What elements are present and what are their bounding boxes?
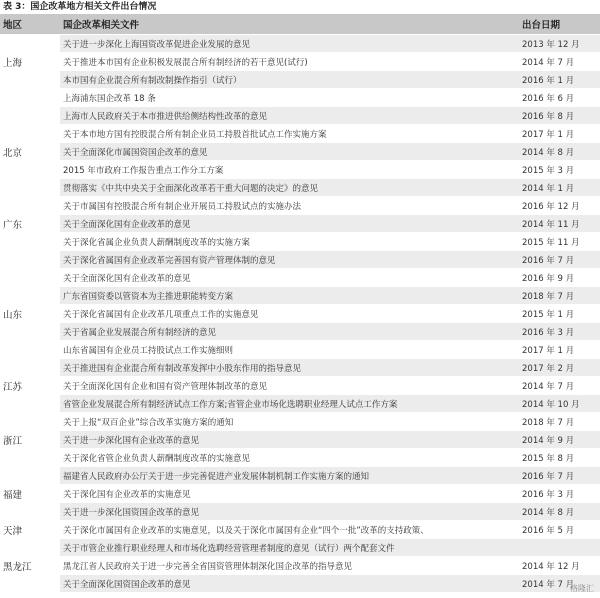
date-cell: 2017 年 1 月 (519, 125, 600, 143)
region-cell (0, 125, 60, 143)
table-row (0, 71, 600, 89)
region-cell (0, 161, 60, 179)
header-document: 国企改革相关文件 (60, 14, 519, 35)
region-cell (0, 323, 60, 341)
document-cell: 关于深化省属国有企业改革几项重点工作的实施意见 (60, 305, 519, 323)
document-cell: 关于推进本市国有企业积极发展混合所有制经济的若干意见(试行) (60, 53, 519, 71)
date-cell: 2016 年 5 月 (519, 521, 600, 539)
date-cell: 2014 年 9 月 (519, 431, 600, 449)
region-cell (0, 179, 60, 197)
date-cell: 2016 年 12 月 (519, 197, 600, 215)
region-cell (0, 233, 60, 251)
table-row (0, 215, 600, 233)
region-cell (0, 539, 60, 557)
date-cell: 2018 年 7 月 (519, 287, 600, 305)
region-cell (0, 251, 60, 269)
document-cell: 关于深化省管企业负责人薪酬制度改革的实施意见 (60, 449, 519, 467)
region-cell: 上海 (0, 53, 60, 71)
date-cell (519, 539, 600, 557)
region-cell (0, 449, 60, 467)
date-cell: 2014 年 7 月 (519, 377, 600, 395)
table-row (0, 431, 600, 449)
document-cell: 关于全面深化市属国资国企改革的意见 (60, 143, 519, 161)
table-row (0, 53, 600, 71)
region-cell (0, 107, 60, 125)
region-cell (0, 503, 60, 521)
date-cell: 2016 年 8 月 (519, 107, 600, 125)
date-cell: 2016 年 6 月 (519, 89, 600, 107)
document-cell: 上海浦东国企改革 18 条 (60, 89, 519, 107)
region-cell (0, 575, 60, 593)
document-cell: 本市国有企业混合所有制改制操作指引（试行） (60, 71, 519, 89)
region-cell (0, 287, 60, 305)
date-cell: 2017 年 1 月 (519, 341, 600, 359)
document-cell: 关于全面深化国有企业改革的意见 (60, 269, 519, 287)
watermark-logo: 格隆汇 (570, 584, 594, 593)
date-cell: 2017 年 2 月 (519, 359, 600, 377)
region-cell (0, 269, 60, 287)
document-cell: 关于进一步深化国有企业改革的意见 (60, 431, 519, 449)
document-cell: 关于深化市属国有企业改革的实施意见，以及关于深化市属国有企业“四个一批”改革的支持政策、 (60, 521, 519, 539)
table-caption: 表 3：国企改革地方相关文件出台情况 (3, 2, 157, 12)
document-cell: 关于本市地方国有控股混合所有制企业员工持股首批试点工作实施方案 (60, 125, 519, 143)
date-cell: 2014 年 12 月 (519, 557, 600, 575)
region-cell: 山东 (0, 305, 60, 323)
table-header-row (0, 14, 600, 35)
region-cell (0, 467, 60, 485)
table-row (0, 413, 600, 431)
document-cell: 2015 年市政府工作报告重点工作分工方案 (60, 161, 519, 179)
document-cell: 关于进一步深化上海国资改革促进企业发展的意见 (60, 35, 519, 53)
table-body (0, 35, 600, 593)
document-cell: 山东省属国有企业员工持股试点工作实施细则 (60, 341, 519, 359)
region-cell (0, 71, 60, 89)
table-row (0, 521, 600, 539)
document-cell: 关于上报“双百企业”综合改革实施方案的通知 (60, 413, 519, 431)
document-cell: 关于深化省属国有企业改革完善国有资产管理体制的意见 (60, 251, 519, 269)
region-cell (0, 395, 60, 413)
header-date: 出台日期 (519, 14, 600, 35)
table-row (0, 557, 600, 575)
table-row (0, 449, 600, 467)
document-cell: 关于深化国有企业改革的实施意见 (60, 485, 519, 503)
date-cell: 2014 年 8 月 (519, 503, 600, 521)
document-cell: 关于全面深化国有企业改革的意见 (60, 215, 519, 233)
document-cell: 关于省属企业发展混合所有制经济的意见 (60, 323, 519, 341)
date-cell: 2016 年 7 月 (519, 251, 600, 269)
document-cell: 福建省人民政府办公厅关于进一步完善促进产业发展体制机制工作实施方案的通知 (60, 467, 519, 485)
date-cell: 2014 年 10 月 (519, 395, 600, 413)
table-row (0, 143, 600, 161)
document-cell: 贯彻落实《中共中央关于全面深化改革若干重大问题的决定》的意见 (60, 179, 519, 197)
date-cell: 2018 年 7 月 (519, 413, 600, 431)
table-row (0, 305, 600, 323)
document-cell: 关于市属国有控股混合所有制企业开展员工持股试点的实施办法 (60, 197, 519, 215)
date-cell: 2014 年 7 月 (519, 575, 600, 593)
table-row (0, 341, 600, 359)
region-cell: 广东 (0, 215, 60, 233)
date-cell: 2014 年 1 月 (519, 179, 600, 197)
region-cell: 江苏 (0, 377, 60, 395)
date-cell: 2016 年 1 月 (519, 71, 600, 89)
document-cell: 黑龙江省人民政府关于进一步完善全省国资管理体制深化国企改革的指导意见 (60, 557, 519, 575)
date-cell: 2016 年 9 月 (519, 269, 600, 287)
table-row (0, 233, 600, 251)
table-row (0, 287, 600, 305)
region-cell (0, 197, 60, 215)
document-cell: 广东省国资委以管资本为主推进职能转变方案 (60, 287, 519, 305)
table-row (0, 503, 600, 521)
region-cell (0, 413, 60, 431)
document-cell: 关于推进国有企业混合所有制改革发挥中小股东作用的指导意见 (60, 359, 519, 377)
region-cell (0, 359, 60, 377)
document-cell: 关于深化省属企业负责人薪酬制度改革的实施方案 (60, 233, 519, 251)
region-cell: 福建 (0, 485, 60, 503)
date-cell: 2015 年 11 月 (519, 233, 600, 251)
region-cell: 浙江 (0, 431, 60, 449)
table-row (0, 251, 600, 269)
table-row (0, 539, 600, 557)
date-cell: 2014 年 8 月 (519, 143, 600, 161)
region-cell: 北京 (0, 143, 60, 161)
table-row (0, 89, 600, 107)
document-cell: 关于市管企业推行职业经理人和市场化选聘经营管理者制度的意见（试行）两个配套文件 (60, 539, 519, 557)
table-row (0, 485, 600, 503)
region-cell (0, 341, 60, 359)
date-cell: 2016 年 7 月 (519, 467, 600, 485)
table-row (0, 125, 600, 143)
table-row (0, 359, 600, 377)
region-cell: 天津 (0, 521, 60, 539)
table-row (0, 161, 600, 179)
table-row (0, 395, 600, 413)
table-row (0, 107, 600, 125)
table-row (0, 323, 600, 341)
region-cell: 黑龙江 (0, 557, 60, 575)
document-cell: 关于进一步深化国资国企改革的意见 (60, 503, 519, 521)
table-row (0, 269, 600, 287)
date-cell: 2016 年 3 月 (519, 323, 600, 341)
date-cell: 2015 年 1 月 (519, 305, 600, 323)
document-cell: 关于全面深化国资国企改革的意见 (60, 575, 519, 593)
table-row (0, 197, 600, 215)
document-cell: 上海市人民政府关于本市推进供给侧结构性改革的意见 (60, 107, 519, 125)
region-cell (0, 35, 60, 53)
table-row (0, 467, 600, 485)
document-cell: 关于全面深化国有企业和国有资产管理体制改革的意见 (60, 377, 519, 395)
date-cell: 2015 年 3 月 (519, 161, 600, 179)
date-cell: 2014 年 7 月 (519, 53, 600, 71)
table-row (0, 377, 600, 395)
date-cell: 2016 年 3 月 (519, 485, 600, 503)
table-row (0, 35, 600, 53)
date-cell: 2014 年 11 月 (519, 215, 600, 233)
policy-table (0, 14, 600, 593)
table-row (0, 179, 600, 197)
table-row (0, 575, 600, 593)
date-cell: 2015 年 8 月 (519, 449, 600, 467)
header-region: 地区 (0, 14, 60, 35)
date-cell: 2013 年 12 月 (519, 35, 600, 53)
region-cell (0, 89, 60, 107)
document-cell: 省管企业发展混合所有制经济试点工作方案;省管企业市场化选聘职业经理人试点工作方案 (60, 395, 519, 413)
